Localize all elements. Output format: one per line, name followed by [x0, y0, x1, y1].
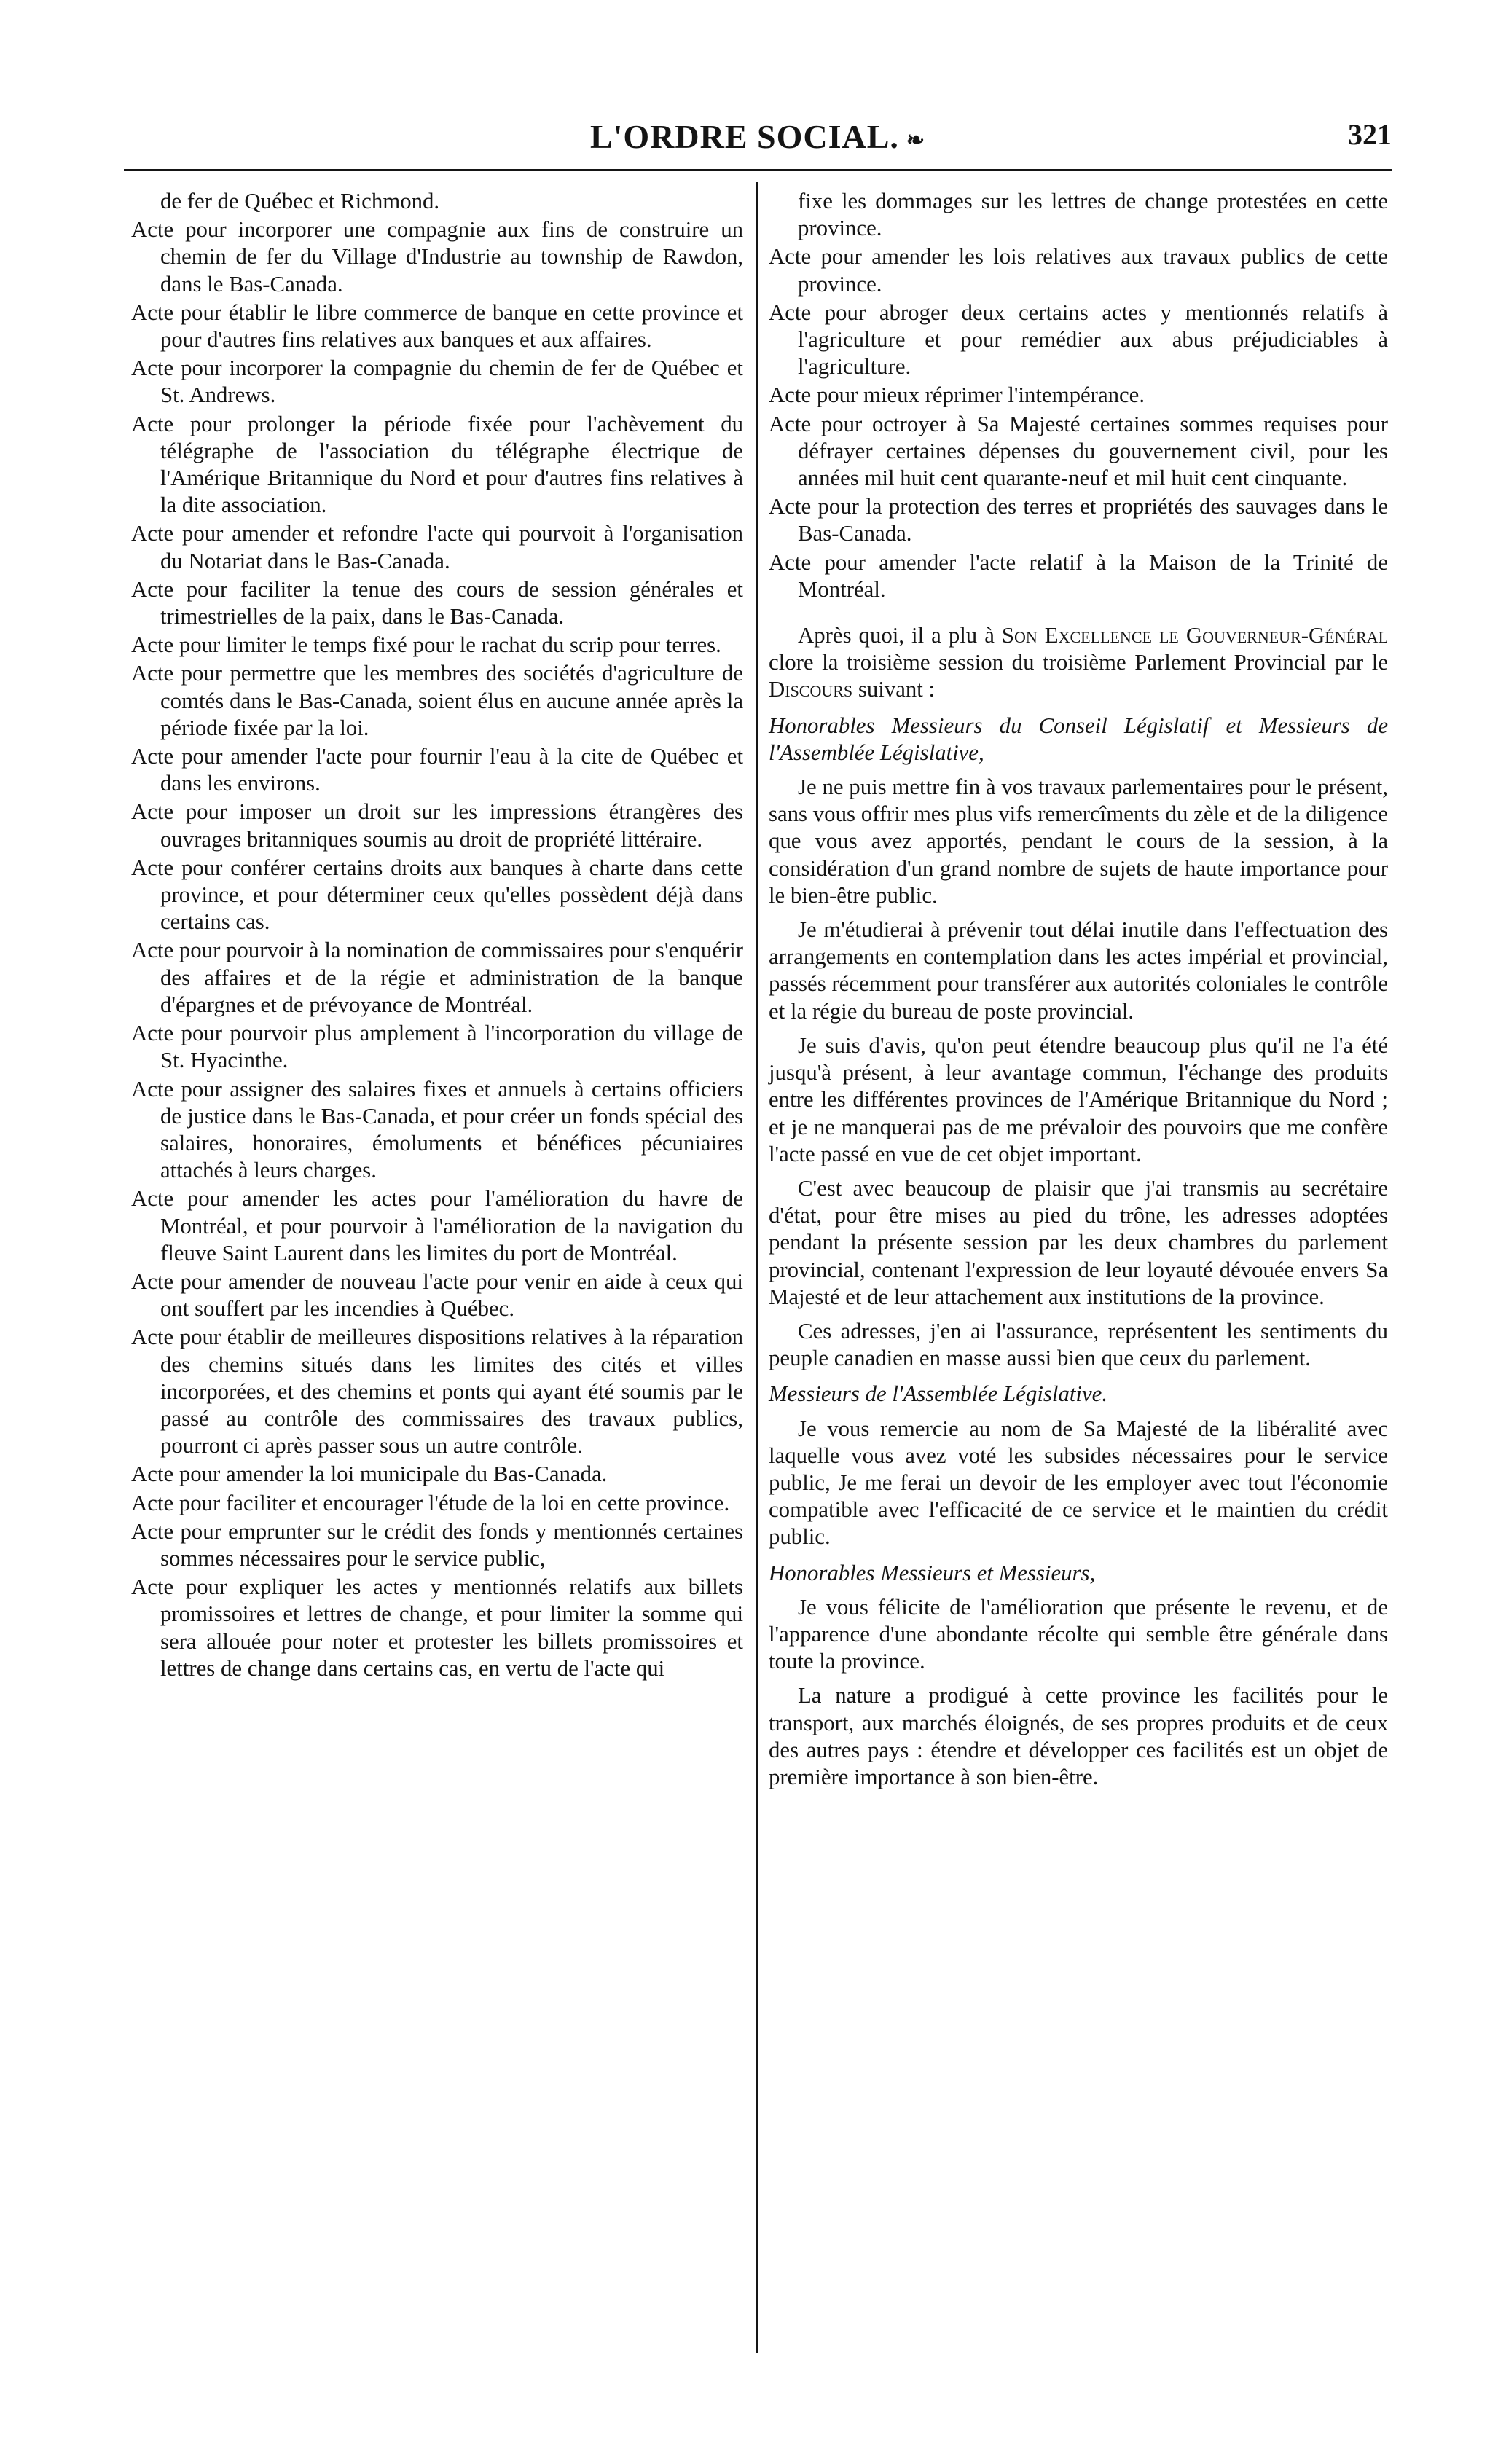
act-entry: Acte pour imposer un droit sur les impressions étrangères des ouvrages britanniques soumis au droit de propriété littéraire. — [131, 799, 743, 852]
act-entry: Acte pour amender les lois relatives aux travaux publics de cette province. — [769, 244, 1388, 297]
act-entry: Acte pour octroyer à Sa Majesté certaines sommes requises pour défrayer certaines dépenses du gouvernement civil, pour les années mil huit cent quarante-neuf et mil huit cent cinquante. — [769, 411, 1388, 491]
column-divider — [756, 182, 758, 2353]
act-entry: Acte pour amender l'acte pour fournir l'eau à la cite de Québec et dans les environs. — [131, 744, 743, 796]
act-entry: Acte pour amender et refondre l'acte qui pourvoit à l'organisation du Notariat dans le Bas-Canada. — [131, 521, 743, 573]
speech-heading: Messieurs de l'Assemblée Législative. — [769, 1381, 1108, 1407]
act-entry: Acte pour permettre que les membres des sociétés d'agriculture de comtés dans le Bas-Canada, soient élus en aucune année après la période fixée par la loi. — [131, 661, 743, 740]
act-entry: Acte pour la protection des terres et propriétés des sauvages dans le Bas-Canada. — [769, 494, 1388, 546]
act-entry: Acte pour pourvoir à la nomination de commissaires pour s'enquérir des affaires et de la régie et administration de la banque d'épargnes et de prévoyance de Montréal. — [131, 938, 743, 1017]
act-entry: Acte pour prolonger la période fixée pour l'achèvement du télégraphe de l'association du télégraphe électrique de l'Amérique Britannique du Nord et pour d'autres fins relatives à la dite association. — [131, 411, 743, 518]
speech-heading: Honorables Messieurs du Conseil Législatif et Messieurs de l'Assemblée Législative, — [769, 713, 1388, 765]
act-entry: Acte pour amender de nouveau l'acte pour venir en aide à ceux qui ont souffert par les incendies à Québec. — [131, 1268, 743, 1322]
act-entry: Acte pour établir le libre commerce de banque en cette province et pour d'autres fins relatives aux banques et aux affaires. — [131, 299, 743, 353]
act-entry: fixe les dommages sur les lettres de change protestées en cette province. — [798, 189, 1388, 241]
act-entry: Acte pour amender les actes pour l'amélioration du havre de Montréal, et pour pourvoir à l'amélioration de la navigation du fleuve Saint Laurent dans les limites du port de Montréal. — [131, 1186, 743, 1266]
left-column — [131, 188, 743, 1684]
speech-paragraph: Je m'étudierai à prévenir tout délai inutile dans l'effectuation des arrangements en contemplation dans les actes impérial et provincial, passés récemment pour transférer aux autorités coloniales le contrôle et la régie du bureau de poste provincial. — [769, 917, 1388, 1024]
act-entry: Acte pour incorporer la compagnie du chemin de fer de Québec et St. Andrews. — [131, 356, 743, 408]
page-header — [124, 113, 1392, 164]
page-number: 321 — [1348, 118, 1392, 151]
act-entry: Acte pour amender l'acte relatif à la Maison de la Trinité de Montréal. — [769, 549, 1388, 602]
act-entry: Acte pour incorporer une compagnie aux fins de construire un chemin de fer du Village d'Industrie au township de Rawdon, dans le Bas-Canada. — [131, 217, 743, 297]
act-entry: Acte pour établir de meilleures dispositions relatives à la réparation des chemins situés dans les limites des cités et villes incorporées, et des chemins et ponts qui ayant été soumis par le passé au contrôle des commissaires des travaux publics, pourront ci après passer sous un autre contrôle. — [131, 1325, 743, 1459]
running-title: L'ORDRE SOCIAL. ❧ — [589, 118, 926, 155]
speech-paragraph: Je ne puis mettre fin à vos travaux parlementaires pour le présent, sans vous offrir mes plus vifs remercîments du zèle et de la diligence que vous avez apportés, pendant le cours de la session, à la considération d'un grand nombre de sujets de haute importance pour le bien-être public. — [769, 774, 1388, 908]
speech-paragraph: Ces adresses, j'en ai l'assurance, représentent les sentiments du peuple canadien en masse aussi bien que ceux du parlement. — [769, 1318, 1388, 1371]
right-column — [769, 188, 1388, 1791]
flourish-ornament-icon: ❧ — [906, 127, 926, 152]
closing-intro: Après quoi, il a plu à Son Excellence le Gouverneur-Général clore la troisième session du troisième Parlement Provincial par le Discours suivant : — [769, 623, 1389, 702]
speech-paragraph: Je suis d'avis, qu'on peut étendre beaucoup plus qu'il ne l'a été jusqu'à présent, à leur avantage commun, l'échange des produits entre les différentes provinces de l'Amérique Britannique du Nord ; et je ne manquerai pas de me prévaloir des pouvoirs que me confère l'acte passé en vue de cet objet important. — [769, 1032, 1388, 1166]
act-entry: Acte pour abroger deux certains actes y mentionnés relatifs à l'agriculture et pour remédier aux abus préjudiciables à l'agriculture. — [769, 299, 1388, 380]
speech-heading: Honorables Messieurs et Messieurs, — [769, 1560, 1096, 1585]
act-entry: Acte pour mieux réprimer l'intempérance. — [769, 382, 1145, 408]
speech-paragraph: C'est avec beaucoup de plaisir que j'ai transmis au secrétaire d'état, pour être mises au pied du trône, les adresses adoptées pendant la présente session par les deux chambres du parlement provincial, contenant l'expression de leur loyauté dévouée envers Sa Majesté et de leur attachement aux institutions de la province. — [769, 1175, 1388, 1309]
act-entry: Acte pour pourvoir plus amplement à l'incorporation du village de St. Hyacinthe. — [131, 1021, 743, 1073]
header-rule — [124, 169, 1392, 171]
act-entry: Acte pour faciliter la tenue des cours de session générales et trimestrielles de la paix, dans le Bas-Canada. — [131, 576, 743, 629]
act-entry: Acte pour expliquer les actes y mentionnés relatifs aux billets promissoires et lettres de change, et pour limiter la somme qui sera allouée pour noter et protester les billets promissoires et lettres de change dans certains cas, en vertu de l'acte qui — [131, 1574, 743, 1681]
act-entry: Acte pour assigner des salaires fixes et annuels à certains officiers de justice dans le Bas-Canada, et pour créer un fonds spécial des salaires, honoraires, émoluments et bénéfices pécuniaires attachés à leurs charges. — [131, 1076, 743, 1183]
speech-paragraph: La nature a prodigué à cette province les facilités pour le transport, aux marchés éloignés, de ses propres produits et de ceux des autres pays : étendre et développer ces facilités est un objet de première importance à son bien-être. — [769, 1683, 1388, 1789]
act-entry: Acte pour conférer certains droits aux banques à charte dans cette province, et pour déterminer ceux qu'elles possèdent déjà dans certains cas. — [131, 855, 743, 935]
speech-paragraph: Je vous remercie au nom de Sa Majesté de la libéralité avec laquelle vous avez voté les subsides nécessaires pour le service public, Je me ferai un devoir de les employer avec tout l'économie compatible avec l'efficacité de ce service et le maintien du crédit public. — [769, 1416, 1388, 1550]
act-entry: Acte pour amender la loi municipale du Bas-Canada. — [131, 1461, 608, 1487]
speech-paragraph: Je vous félicite de l'amélioration que présente le revenu, et de l'apparence d'une abondante récolte qui semble être générale dans toute la province. — [769, 1594, 1388, 1674]
act-entry: Acte pour limiter le temps fixé pour le rachat du scrip pour terres. — [131, 632, 721, 658]
act-entry: Acte pour faciliter et encourager l'étude de la loi en cette province. — [131, 1490, 730, 1515]
act-entry: de fer de Québec et Richmond. — [160, 189, 440, 213]
act-entry: Acte pour emprunter sur le crédit des fonds y mentionnés certaines sommes nécessaires pour le service public, — [131, 1518, 743, 1571]
